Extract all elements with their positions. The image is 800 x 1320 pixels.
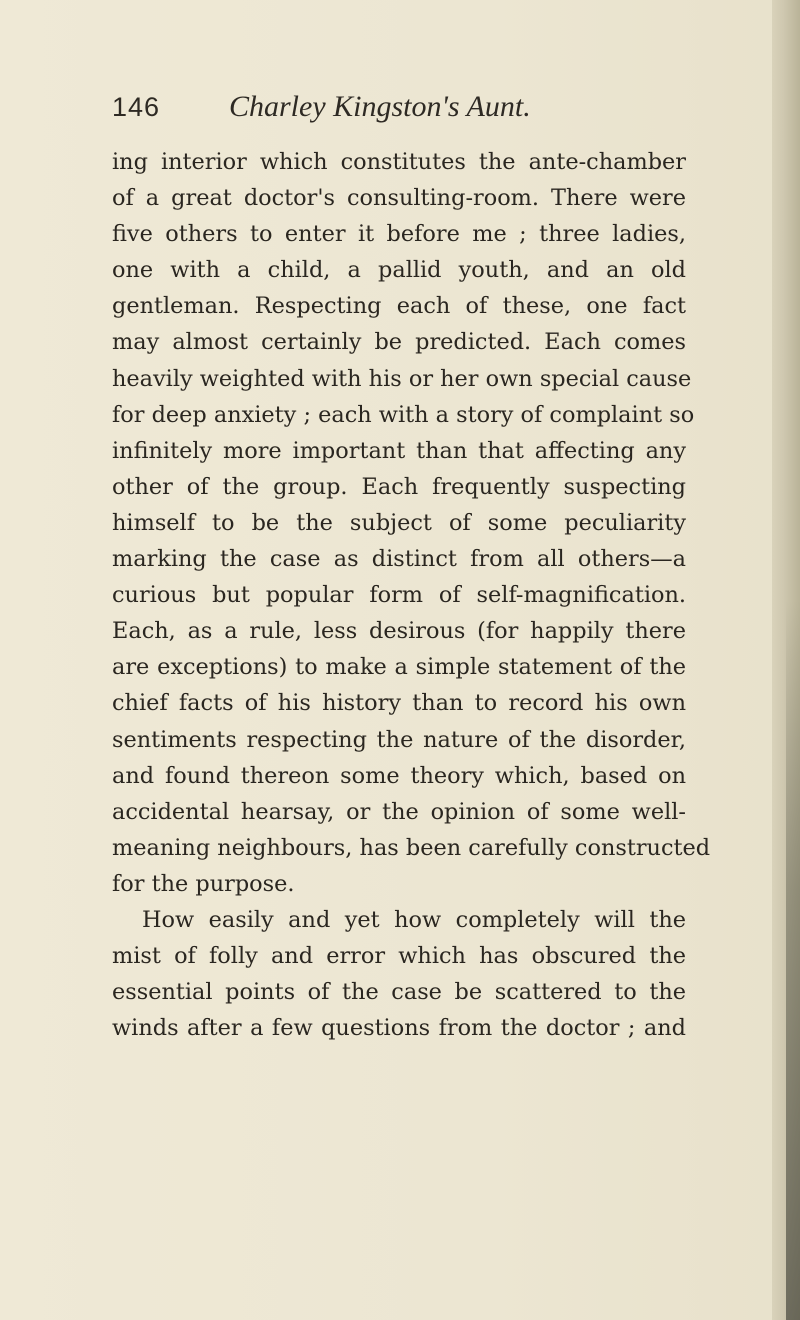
- text-line: five others to enter it before me ; three ladies,: [112, 221, 686, 248]
- text-line: gentleman. Respecting each of these, one fact: [112, 293, 686, 320]
- text-line: Each, as a rule, less desirous (for happily there: [112, 618, 686, 645]
- text-line: infinitely more important than that affecting any: [112, 437, 686, 464]
- body-text: [112, 144, 711, 1046]
- text-line: mist of folly and error which has obscured the: [112, 943, 686, 970]
- text-line: winds after a few questions from the doctor ; and: [112, 1015, 686, 1042]
- text-line: may almost certainly be predicted. Each comes: [112, 329, 686, 356]
- running-title: Charley Kingston's Aunt.: [229, 90, 531, 123]
- text-line: curious but popular form of self-magnification.: [112, 582, 686, 609]
- text-line: chief facts of his history than to record his own: [112, 690, 686, 717]
- text-line: for deep anxiety ; each with a story of complaint so: [112, 401, 695, 428]
- page-header: [112, 92, 712, 132]
- text-line: and found thereon some theory which, based on: [112, 762, 686, 789]
- text-line: are exceptions) to make a simple statement of the: [112, 654, 686, 681]
- text-line: himself to be the subject of some peculiarity: [112, 509, 686, 536]
- page-number: 146: [112, 92, 161, 122]
- text-line: heavily weighted with his or her own special cause: [112, 365, 692, 392]
- paragraph-start-line: How easily and yet how completely will the: [142, 906, 686, 933]
- text-line: for the purpose.: [112, 870, 295, 897]
- text-line: essential points of the case be scattered to the: [112, 979, 686, 1006]
- text-line: ing interior which constitutes the ante-chamber: [112, 149, 686, 175]
- text-line: marking the case as distinct from all others—a: [112, 546, 686, 573]
- text-line: meaning neighbours, has been carefully constructed: [112, 834, 711, 861]
- text-line: of a great doctor's consulting-room. There were: [112, 185, 686, 212]
- text-line: other of the group. Each frequently suspecting: [112, 473, 686, 500]
- text-line: accidental hearsay, or the opinion of some well-: [112, 798, 686, 825]
- text-line: one with a child, a pallid youth, and an old: [112, 257, 686, 284]
- gutter-shadow: [786, 600, 800, 1320]
- text-line: sentiments respecting the nature of the disorder,: [112, 726, 686, 753]
